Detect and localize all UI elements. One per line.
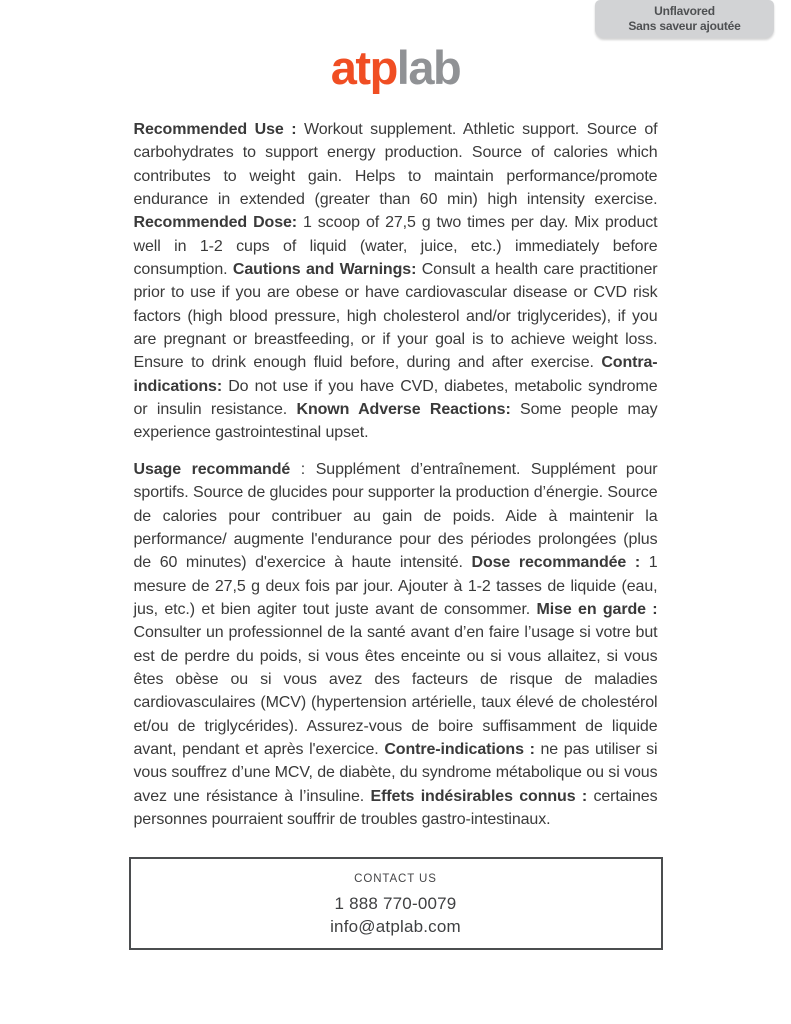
usage-recommande-french-paragraph	[134, 458, 658, 832]
text-run: certaines personnes pourraient souffrir de troubles gastro-intestinaux.	[133, 787, 658, 828]
label-text-area	[134, 118, 658, 831]
bold-text-run: Contra-indications:	[133, 354, 658, 395]
text-run: Some people may experience gastrointestinal upset.	[133, 401, 658, 442]
bold-text-run: Contre-indications :	[384, 740, 535, 758]
text-run: Consulter un professionnel de la santé avant d’en faire l’usage si votre but est de perdre du poids, si vous êtes enceinte ou si vous allaitez, si vous êtes obèse ou si vous avez des facteurs de risque de maladies cardiovasculaires (MCV) (hypertension artérielle, taux élevé de cholestérol et/ou de triglycérides). Assurez-vous de boire suffisamment de liquide avant, pendant et après l'exercice.	[133, 624, 658, 758]
text-run: 1 mesure de 27,5 g deux fois par jour. Ajouter à 1-2 tasses de liquide (eau, jus, etc.) et bien agiter tout juste avant de consommer.	[133, 554, 658, 618]
bold-text-run: Effets indésirables connus :	[370, 787, 588, 805]
bold-text-run: Mise en garde :	[536, 600, 658, 618]
text-run: Workout supplement. Athletic support. Source of carbohydrates to support energy production. Source of calories which contributes to weight gain. Helps to maintain performance/promote endurance in extended (greater than 60 min) high intensity exercise.	[133, 121, 658, 209]
contact-us-heading: CONTACT US	[354, 873, 437, 886]
text-run: Do not use if you have CVD, diabetes, metabolic syndrome or insulin resistance.	[133, 377, 658, 419]
text-run: 1 scoop of 27,5 g two times per day. Mix product well in 1-2 cups of liquid (water, juice, etc.) immediately before consumption.	[133, 214, 658, 279]
bold-text-run: Usage recommandé	[133, 460, 291, 478]
contact-box	[129, 857, 663, 950]
text-run: Consult a health care practitioner prior to use if you are obese or have cardiovascular disease or CVD risk factors (high blood pressure, high cholesterol and/or triglycerides), if you are pregnant or breastfeeding, or if your goal is to achieve weight loss. Ensure to drink enough fluid before, during and after exercise.	[133, 261, 658, 372]
text-run: : Supplément d’entraînement. Supplément pour sportifs. Source de glucides pour supporter la production d’énergie. Source de calories pour contribuer au gain de poids. Aide à maintenir la performance/ augmente l'endurance pour des périodes prolongées (plus de 60 minutes) d'exercice à haute intensité.	[133, 460, 658, 572]
text-run: ne pas utiliser si vous souffrez d’une MCV, de diabète, du syndrome métabolique ou si vous avez une résistance à l’insuline.	[133, 740, 658, 805]
contact-email-address: info@atplab.com	[330, 917, 461, 937]
bold-text-run: Cautions and Warnings:	[232, 261, 417, 279]
bold-text-run: Recommended Use :	[133, 121, 305, 138]
bold-text-run: Known Adverse Reactions:	[296, 401, 511, 419]
recommended-use-english-paragraph	[134, 118, 658, 445]
brand-logo-lab: lab	[396, 41, 461, 94]
flavor-badge-line2: Sans saveur ajoutée	[628, 19, 741, 33]
brand-logo-atp: atp	[330, 41, 397, 94]
contact-phone-number: 1 888 770-0079	[334, 894, 457, 914]
flavor-badge-line1: Unflavored	[654, 4, 715, 18]
flavor-badge	[595, 0, 774, 38]
bold-text-run: Dose recommandée :	[471, 554, 641, 572]
bold-text-run: Recommended Dose:	[133, 214, 298, 232]
